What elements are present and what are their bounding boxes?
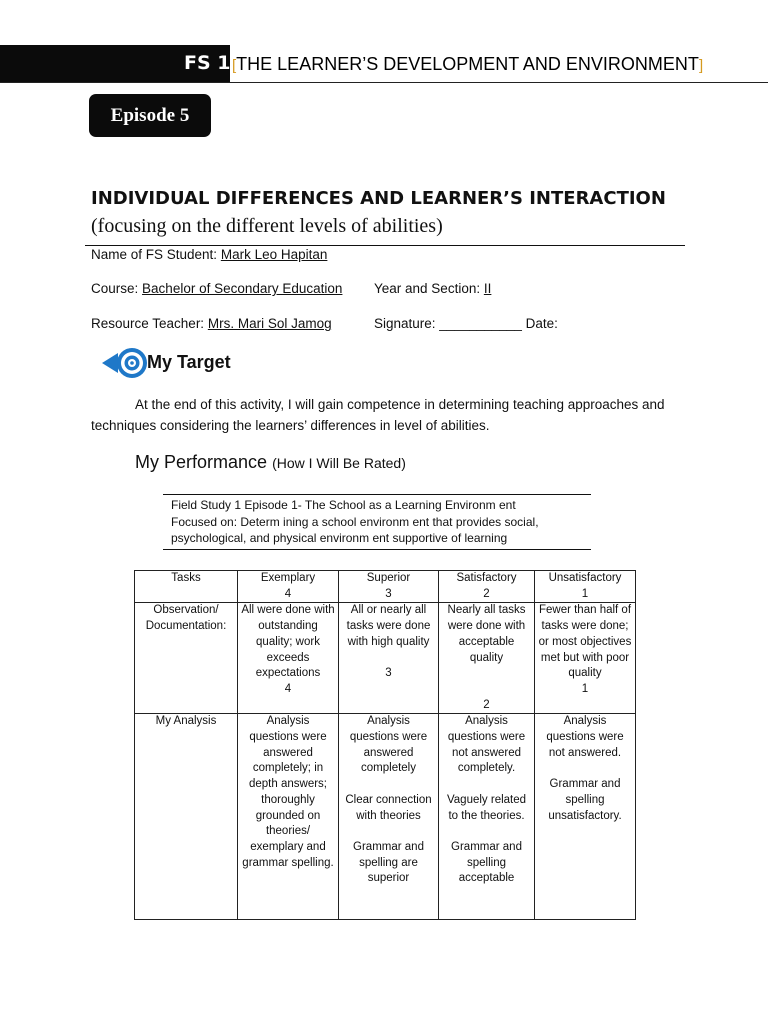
resource-teacher-label: Resource Teacher: — [91, 316, 205, 331]
subtitle: (focusing on the different levels of abilities) — [91, 215, 443, 237]
table-cell: Fewer than half of tasks were done; or most objectives met but with poor quality 1 — [535, 603, 636, 714]
date-label: Date: — [525, 316, 558, 331]
student-name-value: Mark Leo Hapitan — [220, 247, 328, 262]
column-header: Superior 3 — [339, 571, 439, 603]
field-study-line: Focused on: Determ ining a school environm ent that provides social, — [171, 514, 539, 529]
signature-label: Signature: ___________ — [374, 316, 522, 331]
table-row — [135, 603, 636, 714]
header-title — [232, 54, 703, 75]
episode-label: Episode 5 — [110, 104, 190, 126]
column-header: Satisfactory 2 — [439, 571, 535, 603]
title-divider — [85, 245, 685, 246]
performance-heading-line — [135, 452, 406, 473]
episode-badge — [89, 94, 211, 137]
my-target-heading: My Target — [147, 352, 231, 372]
header-divider — [0, 82, 768, 83]
resource-teacher-value: Mrs. Mari Sol Jamog — [207, 316, 332, 331]
student-name-line — [91, 247, 327, 262]
performance-subheading: (How I Will Be Rated) — [272, 455, 406, 471]
table-cell: All were done with outstanding quality; work exceeds expectations 4 — [238, 603, 339, 714]
table-header-row — [135, 571, 636, 603]
year-section-value: II — [483, 281, 492, 296]
table-cell: Analysis questions were not answered completely. Vaguely related to the theories. Grammar and spelling acceptable — [439, 714, 535, 920]
target-paragraph-text: At the end of this activity, I will gain competence in determining teaching approaches and techniques considering the learners’ differences in level of abilities. — [91, 397, 665, 433]
column-header: Unsatisfactory 1 — [535, 571, 636, 603]
table-row — [135, 714, 636, 920]
course-value: Bachelor of Secondary Education — [142, 281, 343, 296]
table-cell: Analysis questions were answered completely; in depth answers; thoroughly grounded on theories/ exemplary and grammar spelling. — [238, 714, 339, 920]
target-icon — [100, 337, 150, 385]
field-study-box — [163, 494, 591, 550]
table-cell: Nearly all tasks were done with acceptable quality 2 — [439, 603, 535, 714]
rubric-table — [134, 570, 636, 920]
year-section-line — [374, 281, 491, 296]
table-cell: Analysis questions were answered completely Clear connection with theories Grammar and spelling are superior — [339, 714, 439, 920]
field-study-line: psychological, and physical environm ent supportive of learning — [171, 531, 508, 545]
column-header: Tasks — [135, 571, 238, 603]
student-name-label: Name of FS Student: — [91, 247, 218, 262]
fs-label: FS 1 — [184, 52, 231, 74]
year-section-label: Year and Section: — [374, 281, 481, 296]
course-line — [91, 281, 342, 296]
task-cell: My Analysis — [135, 714, 238, 920]
bracket-close: ] — [698, 57, 704, 74]
field-study-line: Field Study 1 Episode 1- The School as a Learning Environm ent — [171, 498, 516, 512]
column-header: Exemplary 4 — [238, 571, 339, 603]
table-cell: All or nearly all tasks were done with high quality 3 — [339, 603, 439, 714]
target-paragraph — [91, 394, 691, 436]
header-title-text: THE LEARNER’S DEVELOPMENT AND ENVIRONMENT — [236, 54, 699, 74]
course-label: Course: — [91, 281, 139, 296]
bracket-open: [ — [232, 57, 237, 74]
task-cell: Observation/ Documentation: — [135, 603, 238, 714]
table-cell: Analysis questions were not answered. Grammar and spelling unsatisfactory. — [535, 714, 636, 920]
signature-date-line — [374, 316, 558, 331]
resource-teacher-line — [91, 316, 332, 331]
performance-heading: My Performance — [135, 452, 268, 472]
main-title: INDIVIDUAL DIFFERENCES AND LEARNER’S INTERACTION — [91, 188, 666, 209]
